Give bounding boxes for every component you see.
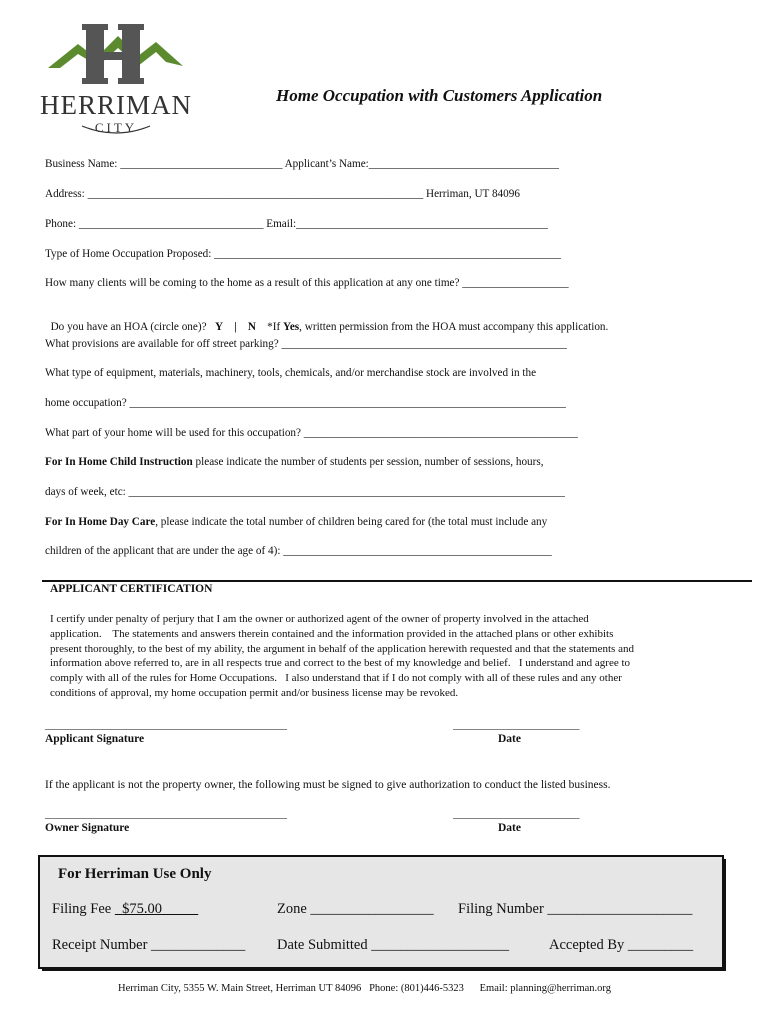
applicant-date-field[interactable]: _______________________ (453, 719, 580, 731)
child-instruction-question (45, 455, 544, 469)
child-instruction-field[interactable]: days of week, etc: ______________________________________________________________________________ (45, 486, 565, 498)
hoa-question (45, 306, 608, 334)
child-instruction-text: please indicate the number of students per session, number of sessions, hours, (192, 456, 544, 468)
day-care-field[interactable]: children of the applicant that are under the age of 4): ________________________________________________ (45, 545, 552, 557)
certification-heading: APPLICANT CERTIFICATION (50, 583, 213, 595)
hoa-question-text: Do you have an HOA (circle one)? (50, 321, 207, 333)
hoa-note-prefix: *If (267, 321, 283, 333)
owner-date-field[interactable]: _______________________ (453, 808, 580, 820)
day-care-heading: For In Home Day Care (45, 516, 156, 528)
child-instruction-heading: For In Home Child Instruction (45, 456, 193, 468)
applicant-signature-label: Applicant Signature (45, 733, 145, 745)
hoa-note-rest: , written permission from the HOA must accompany this application. (299, 321, 609, 333)
phone-email-field[interactable]: Phone: _________________________________ Email:_____________________________________________ (45, 218, 548, 230)
zone-field[interactable]: Zone _________________ (277, 901, 434, 917)
owner-note: If the applicant is not the property owner, the following must be signed to give authorization to conduct the listed business. (45, 779, 611, 791)
logo-sub: CITY (94, 120, 138, 135)
parking-field[interactable]: What provisions are available for off street parking? ___________________________________________________ (45, 338, 567, 350)
hoa-no-option[interactable]: N (247, 321, 256, 333)
filing-number-field[interactable]: Filing Number ____________________ (458, 901, 693, 917)
applicant-date-label: Date (498, 733, 521, 745)
day-care-text: , please indicate the total number of children being cared for (the total must include any (155, 516, 548, 528)
certification-line: information above referred to, are in all respects true and correct to the best of my knowledge and belief. I understand and agree to (50, 657, 631, 670)
certification-divider (42, 580, 752, 582)
date-submitted-field[interactable]: Date Submitted ___________________ (277, 937, 509, 953)
hoa-yes-option[interactable]: Y (214, 321, 224, 333)
accepted-by-field[interactable]: Accepted By _________ (549, 937, 694, 953)
business-applicant-field[interactable]: Business Name: _____________________________ Applicant’s Name:__________________________________ (45, 158, 559, 170)
filing-fee-field[interactable] (52, 901, 198, 918)
owner-signature-field[interactable]: ____________________________________________ (45, 808, 287, 820)
footer-contact: Herriman City, 5355 W. Main Street, Herriman UT 84096 Phone: (801)446-5323 Email: planning@herriman.org (118, 983, 611, 994)
equipment-question: What type of equipment, materials, machinery, tools, chemicals, and/or merchandise stock are involved in the (45, 367, 537, 379)
clients-count-field[interactable]: How many clients will be coming to the home as a result of this application at any one time? ___________________ (45, 277, 569, 289)
applicant-signature-field[interactable]: ____________________________________________ (45, 719, 287, 731)
filing-fee-label: Filing Fee (52, 901, 112, 917)
certification-line: conditions of approval, my home occupation permit and/or business license may be revoked. (50, 686, 459, 699)
certification-line: application. The statements and answers therein contained and the information provided in the attached plans or other exhibits (50, 627, 614, 640)
home-part-field[interactable]: What part of your home will be used for this occupation? _________________________________________________ (45, 427, 578, 439)
day-care-question (45, 515, 547, 529)
filing-fee-value: $75.00 (122, 901, 162, 917)
owner-signature-label: Owner Signature (45, 822, 130, 834)
certification-text (50, 612, 740, 701)
equipment-field[interactable]: home occupation? ______________________________________________________________________________ (45, 397, 566, 409)
logo-mountains-icon (38, 22, 198, 150)
herriman-city-logo (38, 22, 198, 150)
occupation-type-field[interactable]: Type of Home Occupation Proposed: ______________________________________________________________ (45, 248, 561, 260)
owner-date-label: Date (498, 822, 521, 834)
hoa-separator: | (234, 321, 237, 333)
hoa-note-yes: Yes (283, 321, 300, 333)
address-field[interactable]: Address: ____________________________________________________________ Herriman, UT 84096 (45, 188, 520, 200)
receipt-number-field[interactable]: Receipt Number _____________ (52, 937, 246, 953)
certification-line: comply with all of the rules for Home Occupations. I also understand that if I do not comply with all of these rules and any other (50, 672, 622, 685)
certification-line: present thoroughly, to the best of my ability, the argument in behalf of the application herewith requested and that the statements and (50, 642, 634, 655)
office-use-title: For Herriman Use Only (58, 866, 212, 882)
logo-name: HERRIMAN (39, 90, 193, 120)
certification-line: I certify under penalty of perjury that I am the owner or authorized agent of the owner of property involved in the attached (50, 613, 589, 625)
page-title: Home Occupation with Customers Application (276, 86, 603, 105)
